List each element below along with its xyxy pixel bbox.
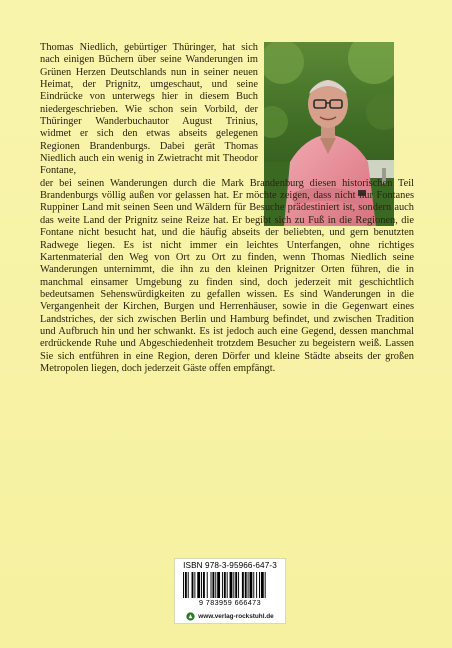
barcode-bar [197, 572, 200, 598]
publisher-url: www.verlag-rockstuhl.de [198, 613, 274, 620]
barcode-bar [183, 572, 184, 598]
blurb-paragraph-wide: der bei seinen Wanderungen durch die Mark Brandenburg diesen historischen Teil Brandenburgs völlig außen vor gelassen hat. Er möchte zeigen, dass nicht nur Fontanes Ruppiner Land mit seinen Seen und Wäldern für Besuche prädestiniert ist, sondern auch das weite Land der Prignitz seine Reize hat. Er begibt sich zu Fuß in die Regionen, die Fontane nicht besucht hat, und die häufig abseits der beliebten, und gern benutzten Radwege liegen. Es ist nicht immer ein leichtes Unterfangen, ohne richtiges Kartenmaterial den Weg von Ort zu Ort zu finden, wenn Thomas Niedlich seine Wanderungen unternimmt, die ihn zu den kleinen Prignitzer Orten führen, die in manchmal einsamer Umgebung zu finden sind, doch jederzeit mit geschichtlich bedeutsamen Sehenswürdigkeiten zu gefallen wissen. Es sind Wanderungen in die Vergangenheit der Kirchen, Burgen und Herrenhäuser, sowie in die Gegenwart eines Landstriches, der sich zwischen Berlin und Hamburg befindet, und zwischen Tradition und Aufbruch hin und her schwankt. Es ist jedoch auch eine Gegend, dessen manchmal erdrückende Ruhe und Abgeschiedenheit trotzdem Besucher zu begeistern weiß. Lassen Sie sich entführen in eine Region, deren Dörfer und kleine Städte abseits der großen Metropolen liegen, doch jederzeit Gäste offen empfängt. [40, 177, 414, 374]
barcode-bar [256, 572, 257, 598]
barcode-digits: 9 783959 666473 [199, 598, 261, 607]
barcode-bar [192, 572, 194, 598]
barcode-bar [261, 572, 264, 598]
barcode-bar [188, 572, 189, 598]
barcode-bar [211, 572, 212, 598]
isbn-number: ISBN 978-3-95966-647-3 [183, 561, 277, 570]
barcode-bar [242, 572, 244, 598]
barcode-bar [201, 572, 202, 598]
barcode-bar [185, 572, 187, 598]
barcode-bar [259, 572, 260, 598]
blurb-paragraph-narrow: Thomas Niedlich, gebürtiger Thüringer, hat sich nach einigen Büchern über seine Wanderungen im Grünen Herzen Deutschlands nun in seiner neuen Heimat, der Prignitz, umgeschaut, und seine Eindrücke von unterwegs hier in diesem Buch niedergeschrieben. Wie schon sein Vorbild, der Thüringer Wanderbuchautor August Trinius, widmet er sich den etwas abseits gelegenen Regionen Brandenburgs. Dabei gerät Thomas Niedlich auch ein wenig in Zwietracht mit Theodor Fontane, [40, 42, 258, 177]
barcode-bar [265, 572, 266, 598]
barcode-bar [212, 572, 214, 598]
barcode-bar [235, 572, 237, 598]
barcode-bar [233, 572, 234, 598]
barcode-bar [238, 572, 239, 598]
barcode-label [174, 558, 286, 624]
blurb-text [40, 42, 414, 375]
barcode-bar [245, 572, 247, 598]
barcode-bar [215, 572, 216, 598]
barcode-bar [194, 572, 195, 598]
barcode-bar [207, 572, 208, 598]
barcode-bar [248, 572, 249, 598]
barcode-bar [222, 572, 223, 598]
publisher-logo-icon [186, 612, 195, 621]
barcode-bar [203, 572, 205, 598]
publisher-line [175, 611, 285, 622]
barcode [183, 572, 277, 598]
barcode-bar [253, 572, 254, 598]
barcode-bar [230, 572, 233, 598]
barcode-bar [217, 572, 220, 598]
barcode-bar [224, 572, 226, 598]
barcode-bar [250, 572, 253, 598]
barcode-bar [227, 572, 228, 598]
